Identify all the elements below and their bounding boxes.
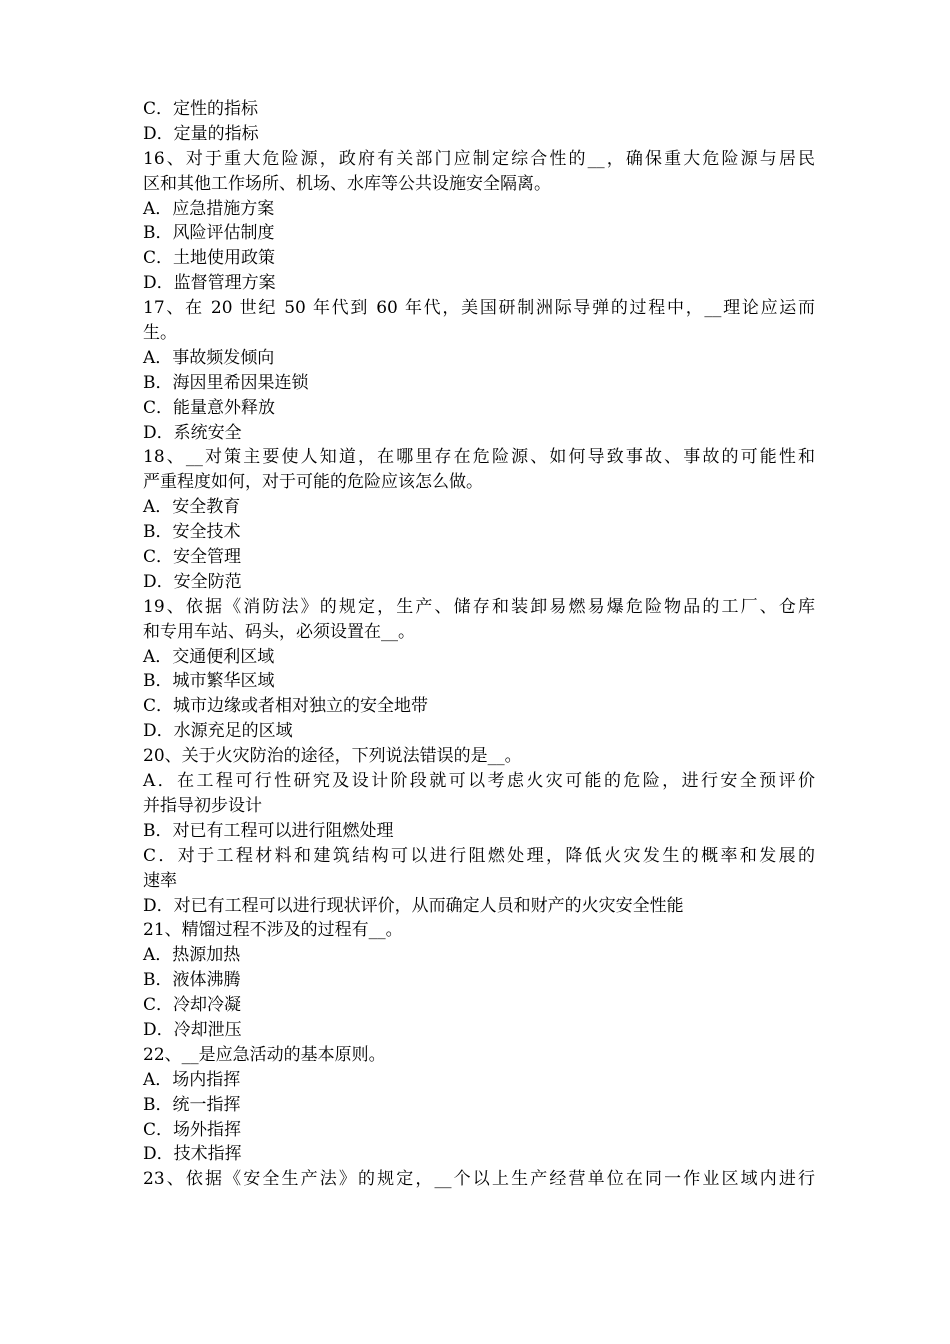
- option-line: A．在工程可行性研究及设计阶段就可以考虑火灾可能的危险，进行安全预评价: [143, 771, 815, 792]
- question-line: 22、__是应急活动的基本原则。: [143, 1044, 386, 1065]
- option-line: B．风险评估制度: [143, 223, 275, 244]
- option-line: B．安全技术: [143, 522, 241, 543]
- option-line: D．对已有工程可以进行现状评价，从而确定人员和财产的火灾安全性能: [143, 895, 684, 916]
- option-line: A．热源加热: [143, 945, 241, 966]
- option-line: C．冷却冷凝: [143, 995, 242, 1016]
- option-line: C．城市边缘或者相对独立的安全地带: [143, 696, 429, 717]
- question-line: 20、关于火灾防治的途径，下列说法错误的是__。: [143, 746, 522, 767]
- option-line: D．水源充足的区域: [143, 721, 293, 742]
- option-line: C．场外指挥: [143, 1119, 242, 1140]
- question-line: 21、精馏过程不涉及的过程有__。: [143, 920, 403, 941]
- option-line: B．统一指挥: [143, 1094, 241, 1115]
- question-line: 生。: [143, 323, 177, 344]
- option-line: B．城市繁华区域: [143, 671, 275, 692]
- option-line: A．场内指挥: [143, 1069, 241, 1090]
- option-line: D．定量的指标: [143, 123, 259, 144]
- option-line: A．事故频发倾向: [143, 347, 275, 368]
- question-line: 19、依据《消防法》的规定，生产、储存和装卸易燃易爆危险物品的工厂、仓库: [143, 596, 815, 617]
- option-line: C．定性的指标: [143, 99, 259, 119]
- option-line: C．对于工程材料和建筑结构可以进行阻燃处理，降低火灾发生的概率和发展的: [143, 845, 815, 866]
- option-line: 速率: [143, 870, 177, 891]
- question-line: 18、__对策主要使人知道，在哪里存在危险源、如何导致事故、事故的可能性和: [143, 447, 815, 468]
- option-line: D．安全防范: [143, 571, 242, 592]
- option-line: D．技术指挥: [143, 1144, 242, 1165]
- question-line: 严重程度如何，对于可能的危险应该怎么做。: [143, 472, 483, 493]
- option-line: A．应急措施方案: [143, 198, 275, 219]
- option-line: A．交通便利区域: [143, 646, 275, 667]
- question-line: 17、在 20 世纪 50 年代到 60 年代，美国研制洲际导弹的过程中，__理论应运而: [143, 298, 815, 319]
- option-line: B．海因里希因果连锁: [143, 372, 309, 393]
- option-line: A．安全教育: [143, 497, 241, 518]
- document-body: [143, 97, 815, 1192]
- option-line: C．土地使用政策: [143, 248, 276, 269]
- option-line: B．液体沸腾: [143, 970, 241, 991]
- option-line: 并指导初步设计: [143, 795, 262, 816]
- option-line: D．系统安全: [143, 422, 242, 443]
- option-line: D．冷却泄压: [143, 1019, 242, 1040]
- option-line: B．对已有工程可以进行阻燃处理: [143, 820, 394, 841]
- option-line: C．能量意外释放: [143, 397, 276, 418]
- question-line: 和专用车站、码头，必须设置在__。: [143, 621, 415, 642]
- question-line: 16、对于重大危险源，政府有关部门应制定综合性的__，确保重大危险源与居民: [143, 148, 815, 169]
- option-line: D．监督管理方案: [143, 273, 276, 294]
- question-line: 区和其他工作场所、机场、水库等公共设施安全隔离。: [143, 173, 551, 194]
- option-line: C．安全管理: [143, 547, 242, 568]
- question-line: 23、依据《安全生产法》的规定，__个以上生产经营单位在同一作业区域内进行: [143, 1169, 815, 1190]
